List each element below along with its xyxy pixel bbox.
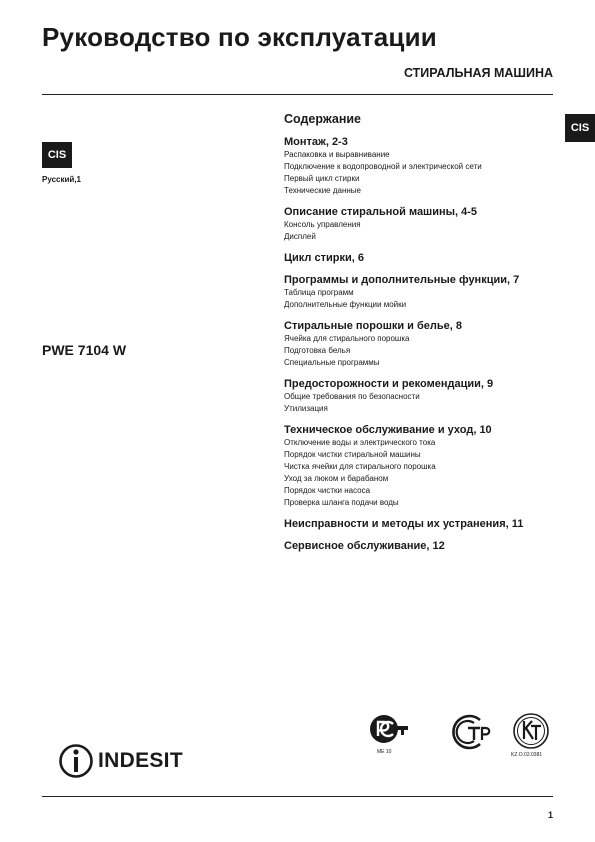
toc-section-title: Программы и дополнительные функции, 7 <box>284 274 520 286</box>
toc-section-title: Монтаж, 2-3 <box>284 136 348 148</box>
toc-item: Дополнительные функции мойки <box>284 300 407 309</box>
toc-item: Специальные программы <box>284 358 380 367</box>
cis-badge-right: CIS <box>565 114 595 142</box>
toc-item: Утилизация <box>284 404 328 413</box>
toc-section <box>284 320 574 369</box>
toc-item: Таблица программ <box>284 288 354 297</box>
toc-section-title: Неисправности и методы их устранения, 11 <box>284 518 524 530</box>
toc-section <box>284 540 574 553</box>
toc-section <box>284 518 574 531</box>
toc-item: Подключение к водопроводной и электрической сети <box>284 162 482 171</box>
toc-item: Ячейка для стирального порошка <box>284 334 410 343</box>
indesit-logo-icon <box>58 741 94 781</box>
indesit-logo <box>58 741 202 781</box>
footer-divider <box>42 796 553 797</box>
toc-item: Распаковка и выравнивание <box>284 150 390 159</box>
toc-item: Консоль управления <box>284 220 361 229</box>
rst-cert-label: ME 10 <box>377 749 392 755</box>
language-label: Русский,1 <box>42 175 81 184</box>
toc-heading: Содержание <box>284 112 362 126</box>
rst-cert-icon <box>369 712 409 746</box>
toc-section-title: Сервисное обслуживание, 12 <box>284 540 445 552</box>
toc-item: Дисплей <box>284 232 316 241</box>
toc-section <box>284 424 574 509</box>
toc-section-title: Техническое обслуживание и уход, 10 <box>284 424 492 436</box>
toc-section <box>284 252 574 265</box>
toc-section <box>284 136 574 197</box>
table-of-contents <box>284 112 574 562</box>
page-number: 1 <box>547 810 553 820</box>
toc-item: Порядок чистки насоса <box>284 486 371 495</box>
kz-cert-label: KZ.O.02.0381 <box>511 752 543 758</box>
page-title: Руководство по эксплуатации <box>42 22 437 52</box>
model-number: PWE 7104 W <box>42 342 127 358</box>
toc-sections <box>284 136 574 553</box>
toc-section-title: Описание стиральной машины, 4-5 <box>284 206 478 218</box>
toc-item: Чистка ячейки для стирального порошка <box>284 462 436 471</box>
kz-cert-icon <box>512 712 550 750</box>
toc-item: Технические данные <box>284 186 362 195</box>
brand-name: INDESIT <box>98 749 183 772</box>
toc-section-title: Предосторожности и рекомендации, 9 <box>284 378 494 390</box>
toc-section <box>284 206 574 243</box>
toc-item: Отключение воды и электрического тока <box>284 438 436 447</box>
cis-badge-left: CIS <box>42 142 72 168</box>
header-divider <box>42 94 553 95</box>
toc-item: Общие требования по безопасности <box>284 392 420 401</box>
toc-item: Порядок чистки стиральной машины <box>284 450 421 459</box>
toc-section-title: Стиральные порошки и белье, 8 <box>284 320 463 332</box>
toc-item: Подготовка белья <box>284 346 351 355</box>
toc-section <box>284 274 574 311</box>
toc-item: Уход за люком и барабаном <box>284 474 389 483</box>
toc-item: Проверка шланга подачи воды <box>284 498 399 507</box>
page-subtitle: СТИРАЛЬНАЯ МАШИНА <box>403 66 553 80</box>
toc-section <box>284 378 574 415</box>
ctp-cert-icon <box>446 712 494 752</box>
toc-section-title: Цикл стирки, 6 <box>284 252 364 264</box>
toc-item: Первый цикл стирки <box>284 174 360 183</box>
